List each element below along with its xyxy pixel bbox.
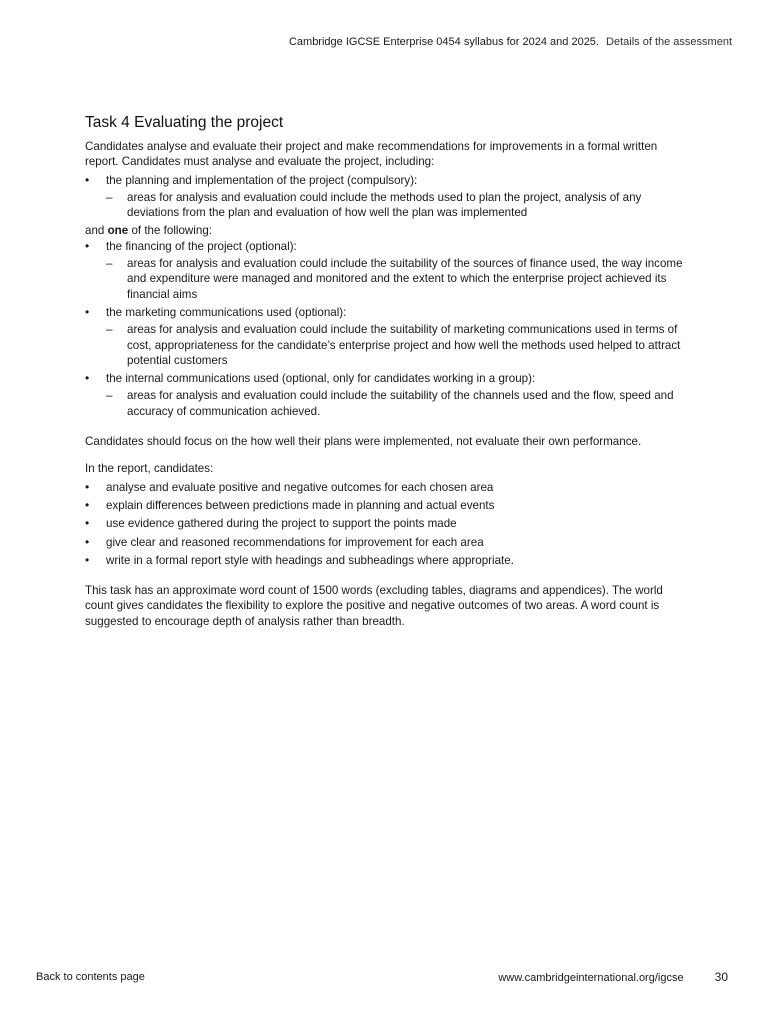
option-label: the financing of the project (optional): xyxy=(106,239,297,253)
page-number: 30 xyxy=(714,970,728,984)
and-one-line: and one of the following: xyxy=(85,224,212,238)
report-list xyxy=(85,480,690,568)
sub-item: – areas for analysis and evaluation could include the suitability of the channels used and the flow, speed and accuracy of communication achieved. xyxy=(106,388,690,419)
task-heading: Task 4 Evaluating the project xyxy=(85,114,284,131)
list-item: • write in a formal report style with headings and subheadings where appropriate. xyxy=(85,553,690,568)
list-item: • give clear and reasoned recommendations for improvement for each area xyxy=(85,535,690,550)
report-intro: In the report, candidates: xyxy=(85,462,214,476)
footer-nav xyxy=(36,971,145,983)
list-item xyxy=(85,371,690,419)
back-to-contents-link[interactable]: Back to contents page xyxy=(36,971,145,983)
list-item: • explain differences between predictions made in planning and actual events xyxy=(85,498,690,513)
header-title: Cambridge IGCSE Enterprise 0454 syllabus for 2024 and 2025. xyxy=(288,36,599,48)
focus-paragraph: Candidates should focus on the how well their plans were implemented, not evaluate their own performance. xyxy=(85,435,642,449)
website-link[interactable]: www.cambridgeinternational.org/igcse xyxy=(498,972,684,984)
page-header xyxy=(289,36,732,48)
list-item: • use evidence gathered during the project to support the points made xyxy=(85,516,690,531)
main-content xyxy=(85,113,690,629)
word-count-paragraph: This task has an approximate word count of 1500 words (excluding tables, diagrams and appendices). The world count gives candidates the flexibility to explore the positive and negative outcomes of two areas. A word count is suggested to encourage depth of analysis rather than breadth. xyxy=(85,584,663,628)
compulsory-label: the planning and implementation of the project (compulsory): xyxy=(106,173,418,187)
list-item: • analyse and evaluate positive and negative outcomes for each chosen area xyxy=(85,480,690,495)
list-item xyxy=(85,305,690,368)
header-section: Details of the assessment xyxy=(606,36,732,48)
option-label: the internal communications used (optional, only for candidates working in a group): xyxy=(106,372,536,386)
option-label: the marketing communications used (optional): xyxy=(106,305,347,319)
compulsory-list xyxy=(85,173,690,221)
footer-info xyxy=(498,970,728,984)
task-intro: Candidates analyse and evaluate their project and make recommendations for improvements in a formal written report. Candidates must analyse and evaluate the project, including: xyxy=(85,140,658,169)
optional-list xyxy=(85,239,690,419)
list-item xyxy=(85,173,690,221)
sub-item: – areas for analysis and evaluation could include the methods used to plan the project, analysis of any deviations from the plan and evaluation of how well the plan was implemented xyxy=(106,190,690,221)
list-item xyxy=(85,239,690,302)
sub-item: – areas for analysis and evaluation could include the suitability of marketing communications used in terms of cost, appropriateness for the candidate’s enterprise project and how well the methods used helped to attract potential customers xyxy=(106,322,690,368)
sub-item: – areas for analysis and evaluation could include the suitability of the sources of finance used, the way income and expenditure were managed and monitored and the extent to which the enterprise project achieved its financial aims xyxy=(106,256,690,302)
